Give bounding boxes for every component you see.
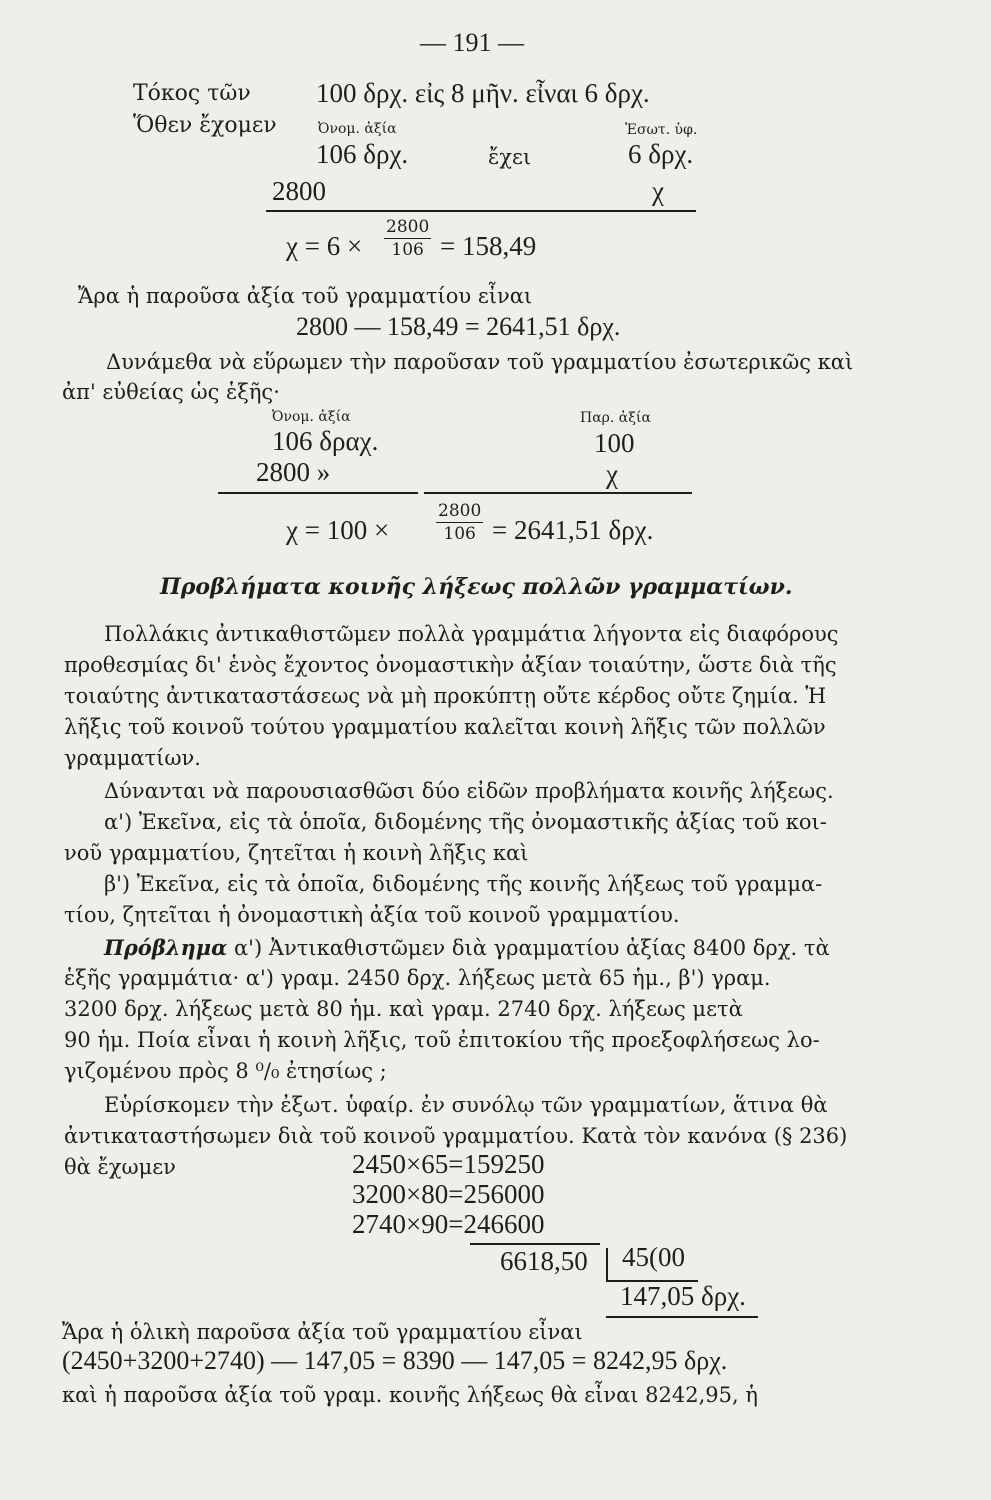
paragraph-line: γραμματίων. [64, 746, 201, 770]
division-result: 147,05 δρχ. [620, 1281, 746, 1311]
proportion-row1-mid: ἔχει [488, 145, 532, 169]
fraction-denominator: 106 [391, 240, 424, 260]
final-line-2: (2450+3200+2740) — 147,05 = 8390 — 147,05 = 8242,95 δρχ. [62, 1346, 728, 1375]
solution-line-2: ἀντικαταστήσωμεν διὰ τοῦ κοινοῦ γραμματίου. Κατὰ τὸν κανόνα (§ 236) [64, 1124, 848, 1148]
paragraph-line: προθεσμίας δι' ἑνὸς ἔχοντος ὀνομαστικὴν ἀξίαν τοιαύτην, ὥστε διὰ τῆς [64, 653, 837, 677]
equation-2-right: = 2641,51 δρχ. [492, 515, 654, 545]
fraction2-denominator: 106 [443, 524, 476, 544]
final-line-1: Ἄρα ἡ ὁλικὴ παροῦσα ἀξία τοῦ γραμματίου εἶναι [62, 1320, 583, 1344]
problem-statement [64, 932, 892, 1087]
paragraph-line: τίου, ζητεῖται ἡ ὀνομαστικὴ ἀξία τοῦ κοινοῦ γραμματίου. [64, 903, 680, 927]
equation-2-left: χ = 100 × [286, 515, 390, 545]
hence-label: Ὅθεν ἔχομεν [133, 113, 277, 138]
problem-line-1 [64, 932, 892, 963]
problem-line-2: ἑξῆς γραμμάτια· α') γραμ. 2450 δρχ. λήξεως μετὰ 65 ἡμ., β') γραμ. [64, 966, 771, 990]
section-heading: Προβλήματα κοινῆς λήξεως πολλῶν γραμματίων. [160, 574, 793, 600]
present-value-label: Παρ. ἀξία [580, 410, 651, 426]
proportion-row1-b: 6 δρχ. [628, 139, 694, 169]
direct-method-sentence: Δυνάμεθα νὰ εὕρωμεν τὴν παροῦσαν τοῦ γραμματίου ἐσωτερικῶς καὶ [106, 350, 854, 374]
paragraph-problem-types [64, 776, 892, 931]
division-divisor: 45(00 [622, 1242, 685, 1272]
proportion-row2-b: χ [652, 176, 664, 206]
proportion-row2-a: 2800 [272, 176, 326, 206]
calc-line-2: 3200×80=256000 [352, 1179, 545, 1209]
paragraph-line: α') Ἐκεῖνα, εἰς τὰ ὁποῖα, διδομένης τῆς ὀνομαστικῆς ἀξίας τοῦ κοι- [104, 810, 827, 834]
nominal-value-label: Ὀνομ. ἀξία [318, 121, 397, 137]
equation-1-left: χ = 6 × [286, 231, 363, 261]
page-number-header: — 191 — [420, 28, 524, 57]
interest-label: Τόκος τῶν [133, 81, 251, 106]
fraction2-numerator: 2800 [438, 501, 482, 521]
division-vertical-rule [606, 1248, 608, 1280]
problem-lead: Πρόβλημα [104, 935, 228, 960]
paragraph-common-maturity [64, 619, 892, 774]
solution-line-1: Εὑρίσκομεν τὴν ἐξωτ. ὑφαίρ. ἐν συνόλῳ τῶν γραμματίων, ἅτινα θὰ [104, 1093, 828, 1117]
problem-line-1-text: α') Ἀντικαθιστῶμεν διὰ γραμματίου ἀξίας 8400 δρχ. τὰ [233, 936, 830, 960]
proportion2-row2-a: 2800 » [256, 457, 331, 487]
equation-2-fraction [436, 503, 483, 543]
paragraph-line: τοιαύτης ἀντικαταστάσεως νὰ μὴ προκύπτῃ οὔτε κέρδος οὔτε ζημία. Ἡ [64, 684, 827, 708]
division-result-rule [606, 1316, 758, 1318]
problem-line-5: γιζομένου πρὸς 8 ⁰/₀ ἐτησίως ; [64, 1059, 387, 1083]
present-value-result: 2800 — 158,49 = 2641,51 δρχ. [296, 312, 621, 341]
proportion-row1-a: 106 δρχ. [316, 139, 409, 169]
paragraph-line: λῆξις τοῦ κοινοῦ τούτου γραμματίου καλεῖται κοινὴ λῆξις τῶν πολλῶν [64, 715, 826, 739]
calc-sum-rule [470, 1243, 600, 1245]
proportion2-row1-a: 106 δραχ. [272, 426, 379, 456]
fraction-numerator: 2800 [386, 217, 430, 237]
calc-line-1: 2450×65=159250 [352, 1149, 545, 1179]
solution-line-3: θὰ ἔχωμεν [64, 1155, 176, 1179]
paragraph-line: Πολλάκις ἀντικαθιστῶμεν πολλὰ γραμμάτια λήγοντα εἰς διαφόρους [104, 622, 839, 646]
proportion2-row2-b: χ [606, 459, 618, 489]
equation-1-right: = 158,49 [440, 231, 537, 261]
paragraph-line: Δύνανται νὰ παρουσιασθῶσι δύο εἰδῶν προβλήματα κοινῆς λήξεως. [104, 779, 834, 803]
proportion2-rule-left [218, 492, 418, 494]
problem-line-4: 90 ἡμ. Ποία εἶναι ἡ κοινὴ λῆξις, τοῦ ἐπιτοκίου τῆς προεξοφλήσεως λο- [64, 1028, 820, 1052]
equation-1-fraction [384, 219, 431, 259]
proportion2-row1-b: 100 [594, 428, 635, 458]
final-line-3: καὶ ἡ παροῦσα ἀξία τοῦ γραμ. κοινῆς λήξεως θὰ εἶναι 8242,95, ἡ [62, 1383, 758, 1407]
problem-line-3: 3200 δρχ. λήξεως μετὰ 80 ἡμ. καὶ γραμ. 2740 δρχ. λήξεως μετὰ [64, 997, 743, 1021]
proportion-rule [266, 210, 696, 212]
proportion2-rule-right [424, 492, 692, 494]
internal-discount-label: Ἐσωτ. ὑφ. [625, 122, 698, 138]
interest-statement: 100 δρχ. εἰς 8 μῆν. εἶναι 6 δρχ. [316, 78, 650, 108]
paragraph-line: β') Ἐκεῖνα, εἰς τὰ ὁποῖα, διδομένης τῆς κοινῆς λήξεως τοῦ γραμμα- [104, 872, 823, 896]
calc-line-3: 2740×90=246600 [352, 1209, 545, 1239]
division-dividend: 6618,50 [500, 1246, 588, 1276]
present-value-sentence: Ἄρα ἡ παροῦσα ἀξία τοῦ γραμματίου εἶναι [78, 284, 533, 308]
direct-method-sentence-cont: ἀπ' εὐθείας ὡς ἑξῆς· [62, 380, 280, 404]
nominal-value-label-2: Ὀνομ. ἀξία [272, 409, 351, 425]
paragraph-line: νοῦ γραμματίου, ζητεῖται ἡ κοινὴ λῆξις καὶ [64, 841, 529, 865]
